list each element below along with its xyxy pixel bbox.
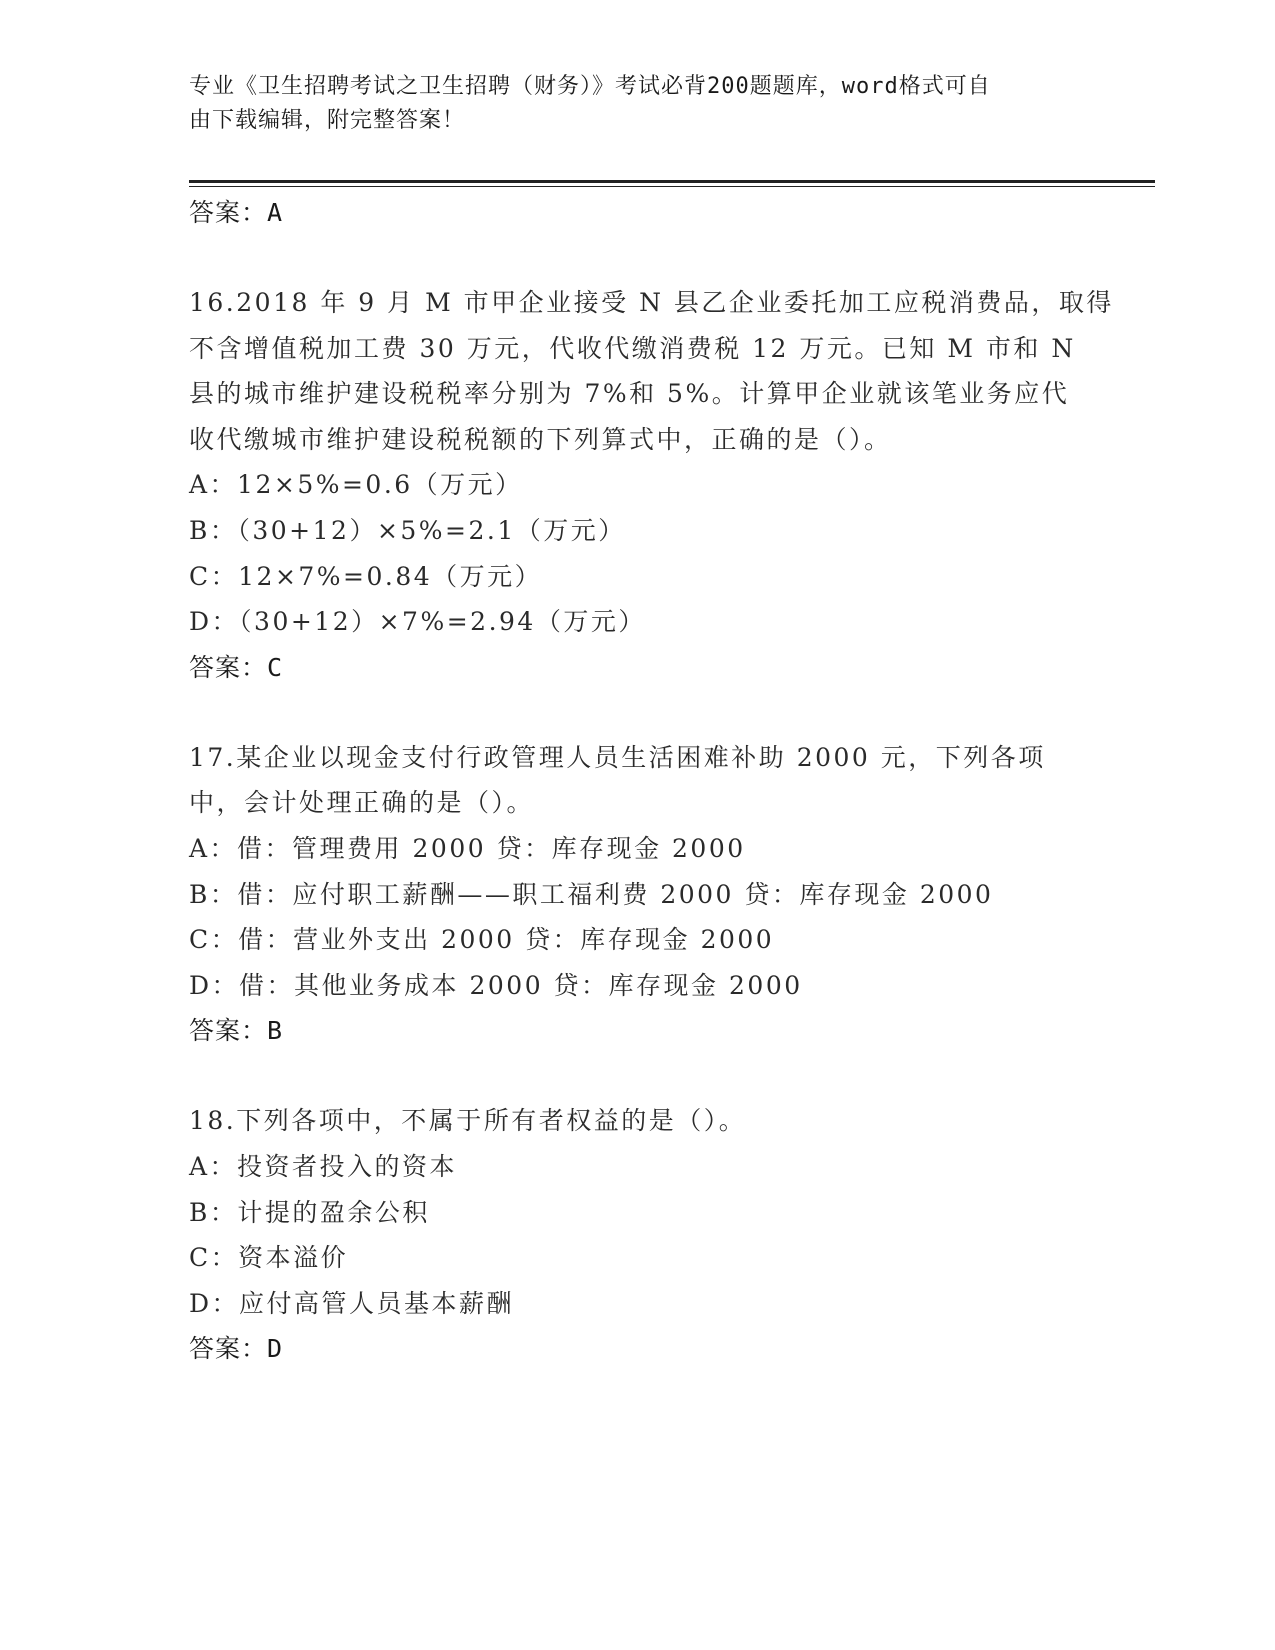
question-stem-line: 收代缴城市维护建设税税额的下列算式中，正确的是（）。	[189, 424, 892, 454]
option-d: D：（30+12）×7%=2.94（万元）	[189, 607, 646, 637]
question-stem-line: 16.2018 年 9 月 M 市甲企业接受 N 县乙企业委托加工应税消费品，取得	[189, 288, 1114, 317]
option-d: D：应付高管人员基本薪酬	[189, 1288, 515, 1318]
option-b: B：借：应付职工薪酬——职工福利费 2000 贷：库存现金 2000	[189, 879, 994, 909]
answer-line: 答案：A	[189, 198, 284, 227]
option-b: B：计提的盈余公积	[189, 1197, 430, 1227]
header-line: 专业《卫生招聘考试之卫生招聘（财务）》考试必背200题题库，word格式可自	[189, 74, 991, 99]
answer-line: 答案：B	[189, 1016, 284, 1046]
question-stem-line: 不含增值税加工费 30 万元，代收代缴消费税 12 万元。已知 M 市和 N	[189, 333, 1076, 363]
question-stem-line: 县的城市维护建设税税率分别为 7%和 5%。计算甲企业就该笔业务应代	[189, 379, 1070, 409]
answer-line: 答案：D	[189, 1334, 284, 1364]
option-c: C：12×7%=0.84（万元）	[189, 561, 543, 591]
question-block	[189, 280, 1114, 691]
question-list	[189, 190, 1114, 1372]
option-d: D：借：其他业务成本 2000 贷：库存现金 2000	[189, 970, 803, 1000]
header-divider-thick	[189, 180, 1155, 183]
question-stem-line: 17.某企业以现金支付行政管理人员生活困难补助 2000 元，下列各项	[189, 742, 1046, 772]
header-divider-thin	[189, 186, 1155, 187]
option-a: A：借：管理费用 2000 贷：库存现金 2000	[189, 833, 746, 863]
question-block	[189, 735, 1089, 1055]
option-a: A：12×5%=0.6（万元）	[189, 470, 523, 500]
option-c: C：借：营业外支出 2000 贷：库存现金 2000	[189, 925, 775, 955]
question-stem-line: 中，会计处理正确的是（）。	[189, 788, 535, 818]
option-b: B：（30+12）×5%=2.1（万元）	[189, 515, 626, 545]
header-line: 由下载编辑，附完整答案！	[189, 108, 466, 133]
question-stem-line: 18.下列各项中，不属于所有者权益的是（）。	[189, 1106, 747, 1136]
document-header	[189, 70, 1089, 138]
option-a: A：投资者投入的资本	[189, 1151, 458, 1181]
answer-line: 答案：C	[189, 652, 284, 682]
question-block	[189, 1098, 1089, 1372]
option-c: C：资本溢价	[189, 1243, 349, 1273]
